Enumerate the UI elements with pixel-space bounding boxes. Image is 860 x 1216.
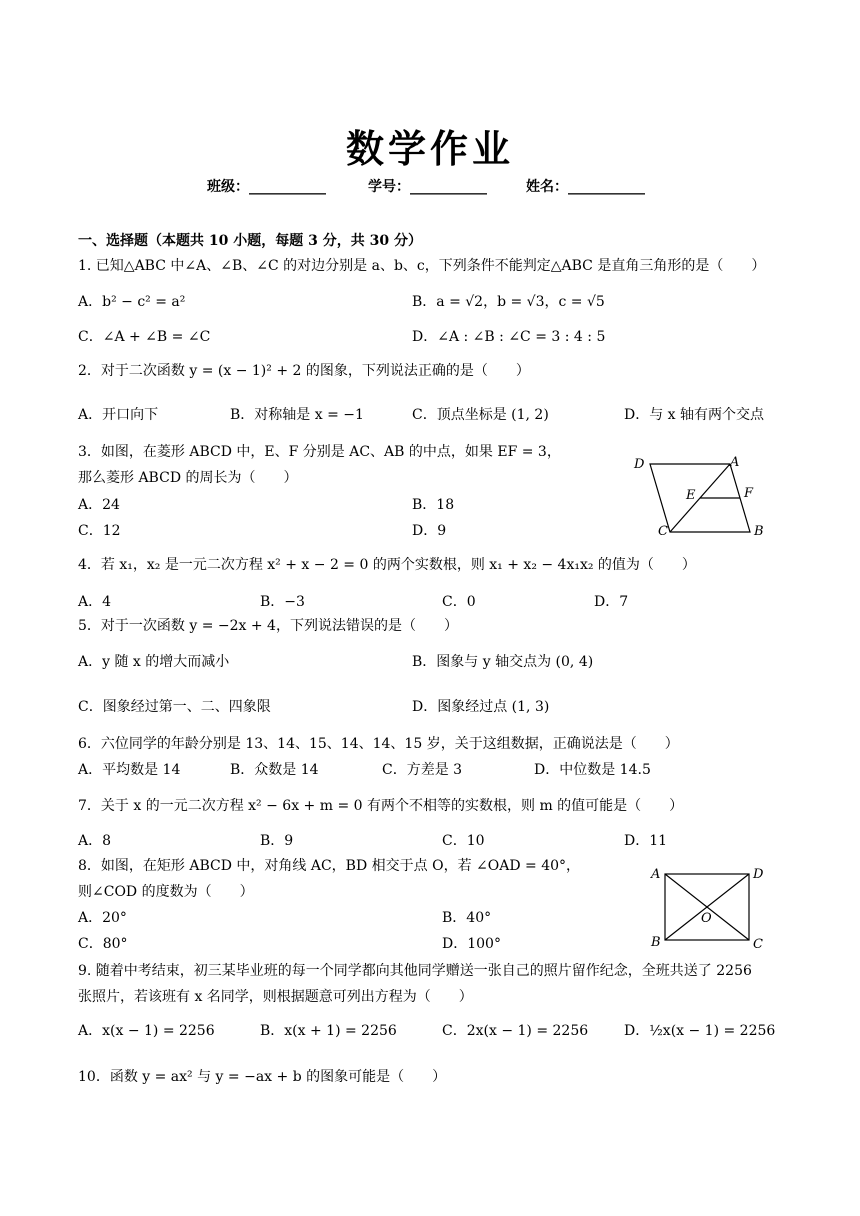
question-7-option-d: D．11 (624, 833, 668, 849)
section-title: 一、选择题（本题共 10 小题，每题 3 分，共 30 分） (78, 233, 422, 249)
label-d: D (753, 867, 764, 882)
question-1-option-d: D．∠A : ∠B : ∠C = 3 : 4 : 5 (412, 329, 606, 345)
question-5-option-b: B．图象与 y 轴交点为 (0, 4) (412, 654, 594, 670)
question-9-option-d: D．½x(x − 1) = 2256 (624, 1023, 776, 1039)
label-b: B (754, 524, 764, 539)
label-e: E (686, 488, 696, 503)
student-number-field: 学号：___________ (368, 179, 487, 195)
question-8-option-c: C．80° (78, 936, 128, 952)
question-7-option-b: B．9 (260, 833, 294, 849)
question-3-option-b: B．18 (412, 497, 455, 513)
question-5-option-a: A．y 随 x 的增大而减小 (78, 654, 230, 670)
label-a: A (651, 867, 661, 882)
question-4-option-b: B．−3 (260, 594, 305, 610)
class-field: 班级：___________ (207, 179, 326, 195)
question-5-option-d: D．图象经过点 (1, 3) (412, 699, 550, 715)
name-field: 姓名：___________ (526, 179, 645, 195)
question-4-option-a: A．4 (78, 594, 112, 610)
question-6-option-d: D．中位数是 14.5 (534, 762, 651, 778)
question-9-option-b: B．x(x + 1) = 2256 (260, 1023, 397, 1039)
question-8-stem-line2: 则∠COD 的度数为（ ） (78, 884, 254, 900)
question-5-option-c: C．图象经过第一、二、四象限 (78, 699, 271, 715)
question-7-stem: 7．关于 x 的一元二次方程 x² − 6x + m = 0 有两个不相等的实数根，则 m 的值可能是（ ） (78, 798, 684, 814)
question-2-stem: 2．对于二次函数 y = (x − 1)² + 2 的图象，下列说法正确的是（ ） (78, 363, 530, 379)
question-4-stem: 4．若 x₁，x₂ 是一元二次方程 x² + x − 2 = 0 的两个实数根，则 x₁ + x₂ − 4x₁x₂ 的值为（ ） (78, 557, 696, 573)
label-o: O (701, 911, 712, 926)
rectangle-figure (645, 862, 775, 954)
question-4-option-c: C．0 (442, 594, 476, 610)
question-1-option-a: A．b² − c² = a² (78, 294, 186, 310)
question-5-stem: 5．对于一次函数 y = −2x + 4，下列说法错误的是（ ） (78, 618, 458, 634)
question-3-option-c: C．12 (78, 523, 121, 539)
question-7-option-a: A．8 (78, 833, 112, 849)
question-2-option-c: C．顶点坐标是 (1, 2) (412, 407, 549, 423)
rhombus-figure (628, 452, 778, 542)
question-6-option-b: B．众数是 14 (230, 762, 319, 778)
question-2-option-b: B．对称轴是 x = −1 (230, 407, 364, 423)
question-6-option-a: A．平均数是 14 (78, 762, 181, 778)
label-a: A (730, 455, 740, 470)
question-8-option-b: B．40° (442, 910, 492, 926)
question-9-stem: 9. 随着中考结束，初三某毕业班的每一个同学都向其他同学赠送一张自己的照片留作纪念，全班共送了 2256 (78, 963, 752, 979)
question-1-option-b: B．a = √2，b = √3，c = √5 (412, 294, 605, 310)
question-8-stem: 8．如图，在矩形 ABCD 中，对角线 AC，BD 相交于点 O，若 ∠OAD = 40°， (78, 858, 581, 874)
label-d: D (634, 457, 645, 472)
question-1-stem: 1. 已知△ABC 中∠A、∠B、∠C 的对边分别是 a、b、c，下列条件不能判定△ABC 是直角三角形的是（ ） (78, 258, 766, 274)
question-9-option-c: C．2x(x − 1) = 2256 (442, 1023, 589, 1039)
question-8-option-d: D．100° (442, 936, 501, 952)
question-7-option-c: C．10 (442, 833, 485, 849)
question-4-option-d: D．7 (594, 594, 629, 610)
question-1-option-c: C．∠A + ∠B = ∠C (78, 329, 211, 345)
question-8-option-a: A．20° (78, 910, 127, 926)
question-2-option-a: A．开口向下 (78, 407, 159, 423)
question-6-stem: 6．六位同学的年龄分别是 13、14、15、14、14、15 岁，关于这组数据，正确说法是（ ） (78, 736, 679, 752)
question-9-stem-line2: 张照片，若该班有 x 名同学，则根据题意可列出方程为（ ） (78, 989, 473, 1005)
label-f: F (744, 486, 754, 501)
question-3-stem: 3．如图，在菱形 ABCD 中，E、F 分别是 AC、AB 的中点，如果 EF = 3， (78, 444, 561, 460)
label-c: C (753, 937, 763, 952)
question-3-option-a: A．24 (78, 497, 120, 513)
question-10-stem: 10．函数 y = ax² 与 y = −ax + b 的图象可能是（ ） (78, 1069, 447, 1085)
question-3-stem-line2: 那么菱形 ABCD 的周长为（ ） (78, 470, 298, 486)
page-title: 数学作业 (345, 127, 514, 171)
question-9-option-a: A．x(x − 1) = 2256 (78, 1023, 215, 1039)
question-3-option-d: D．9 (412, 523, 447, 539)
label-c: C (658, 524, 668, 539)
question-2-option-d: D．与 x 轴有两个交点 (624, 407, 765, 423)
question-6-option-c: C．方差是 3 (382, 762, 463, 778)
label-b: B (651, 935, 661, 950)
